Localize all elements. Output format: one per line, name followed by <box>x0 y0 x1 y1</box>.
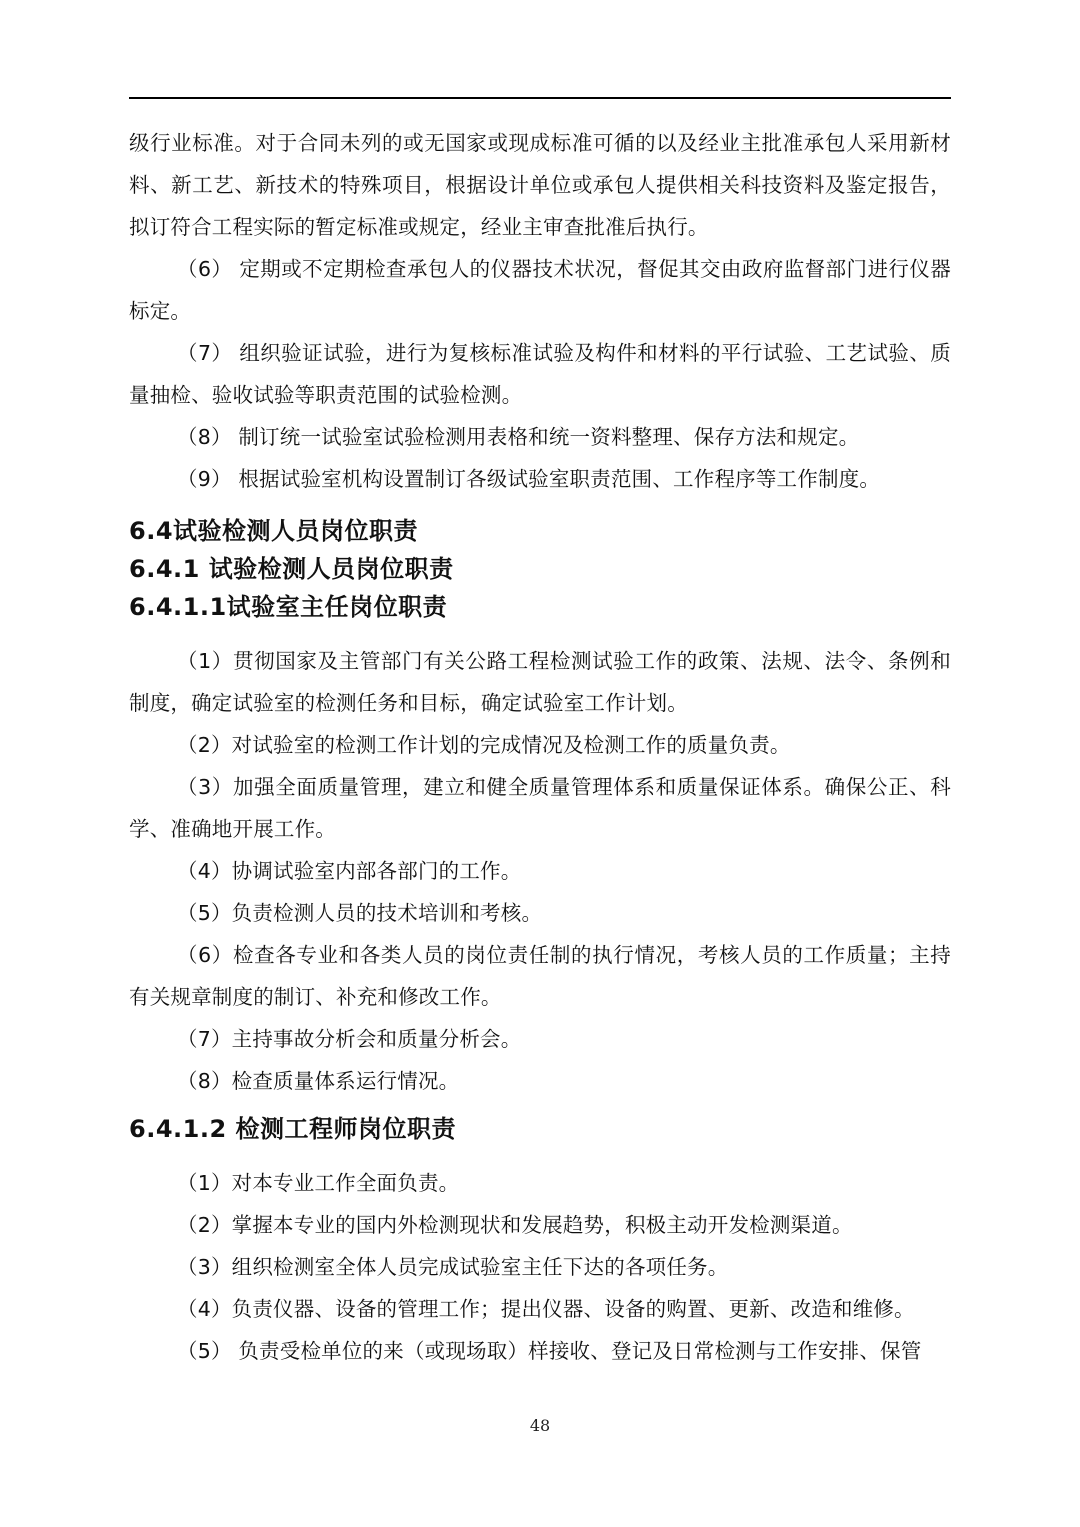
list-item-7: （7） 组织验证试验，进行为复核标准试验及构件和材料的平行试验、工艺试验、质量抽检、验收试验等职责范围的试验检测。 <box>129 341 951 407</box>
list-item: （1）贯彻国家及主管部门有关公路工程检测试验工作的政策、法规、法令、条例和制度，确定试验室的检测任务和目标，确定试验室工作计划。 <box>129 649 951 715</box>
list-item: （4）协调试验室内部各部门的工作。 <box>177 859 522 883</box>
list-item: （2）对试验室的检测工作计划的完成情况及检测工作的质量负责。 <box>177 733 791 757</box>
list-item: （1）对本专业工作全面负责。 <box>177 1171 460 1195</box>
section-heading-6-4-1-1: 6.4.1.1试验室主任岗位职责 <box>129 593 448 621</box>
list-item-9: （9） 根据试验室机构设置制订各级试验室职责范围、工作程序等工作制度。 <box>177 467 881 491</box>
page-number: 48 <box>529 1416 551 1435</box>
list-item: （2）掌握本专业的国内外检测现状和发展趋势，积极主动开发检测渠道。 <box>177 1213 853 1237</box>
list-item-8: （8） 制订统一试验室试验检测用表格和统一资料整理、保存方法和规定。 <box>177 425 860 449</box>
list-item: （4）负责仪器、设备的管理工作；提出仪器、设备的购置、更新、改造和维修。 <box>177 1297 915 1321</box>
section-heading-6-4: 6.4试验检测人员岗位职责 <box>129 517 419 545</box>
paragraph-continuation: 级行业标准。对于合同未列的或无国家或现成标准可循的以及经业主批准承包人采用新材料、新工艺、新技术的特殊项目，根据设计单位或承包人提供相关科技资料及鉴定报告，拟订符合工程实际的暂定标准或规定，经业主审查批准后执行。 <box>129 131 951 239</box>
list-item-6: （6） 定期或不定期检查承包人的仪器技术状况，督促其交由政府监督部门进行仪器标定。 <box>129 257 951 323</box>
document-body <box>129 122 951 1372</box>
list-item: （3）组织检测室全体人员完成试验室主任下达的各项任务。 <box>177 1255 729 1279</box>
list-item: （5） 负责受检单位的来（或现场取）样接收、登记及日常检测与工作安排、保管 <box>177 1339 922 1363</box>
list-item: （8）检查质量体系运行情况。 <box>177 1069 460 1093</box>
section-heading-6-4-1: 6.4.1 试验检测人员岗位职责 <box>129 555 454 583</box>
list-item: （7）主持事故分析会和质量分析会。 <box>177 1027 522 1051</box>
list-item: （5）负责检测人员的技术培训和考核。 <box>177 901 543 925</box>
list-item: （3）加强全面质量管理，建立和健全质量管理体系和质量保证体系。确保公正、科学、准确地开展工作。 <box>129 775 951 841</box>
list-item: （6）检查各专业和各类人员的岗位责任制的执行情况，考核人员的工作质量；主持有关规章制度的制订、补充和修改工作。 <box>129 943 951 1009</box>
header-rule <box>129 97 951 99</box>
section-heading-6-4-1-2: 6.4.1.2 检测工程师岗位职责 <box>129 1115 457 1143</box>
